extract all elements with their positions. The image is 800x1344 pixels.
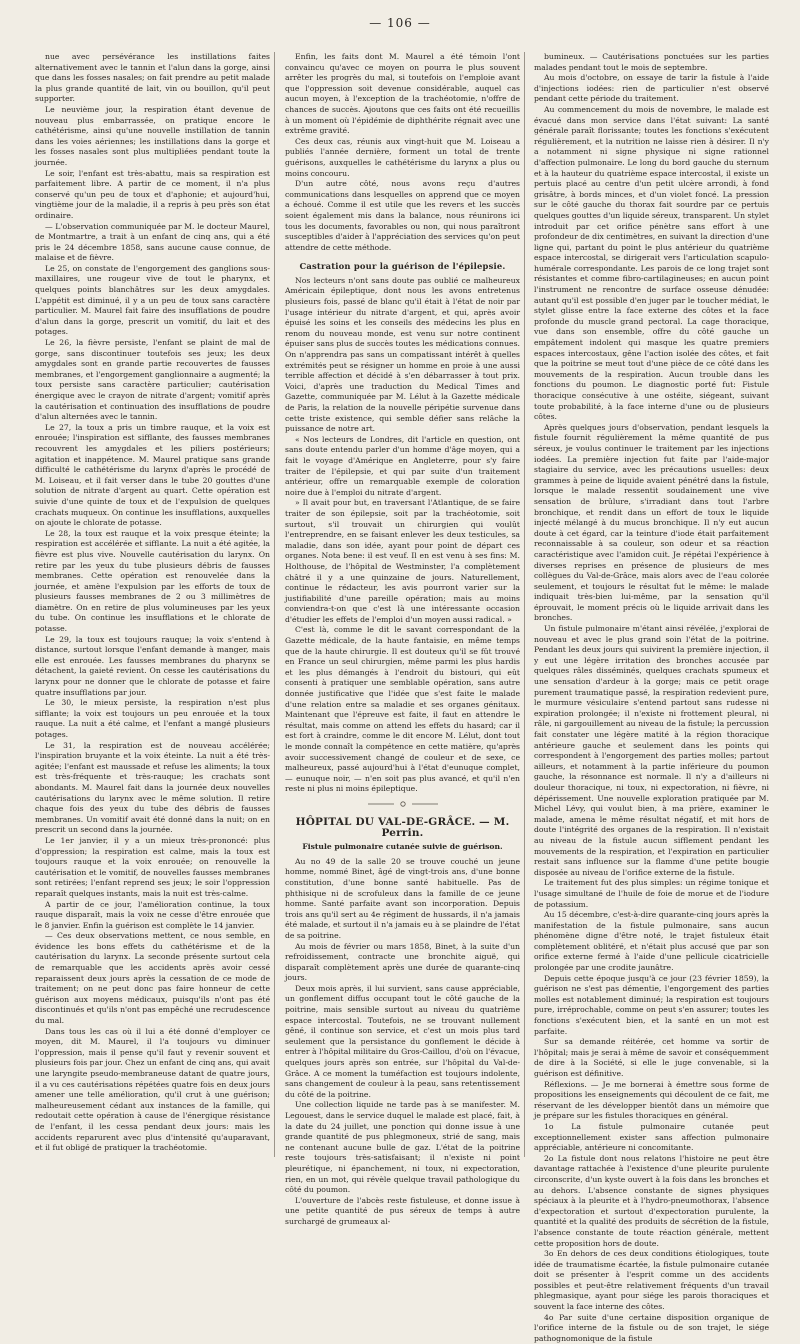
column-1 bbox=[35, 52, 270, 1162]
column-3 bbox=[534, 52, 769, 1343]
paragraph: Deux mois après, il lui survient, sans cause appréciable, un gonflement diffus occupant tout le côté gauche de la poitrine, mais sensible surtout au niveau du quatrième espace intercostal. Toutefois, ne se trouvant nullement gêné, il continue son service, et c'est un mois plus tard seulement que la persistance du gonflement le décide à entrer à l'hôpital militaire du Gros-Caillou, d'où on l'évacue, quelques jours après son entrée, sur l'hôpital du Val-de-Grâce. A ce moment la tuméfaction est toujours indolente, sans changement de couleur à la peau, sans retentissement du côté de la poitrine. bbox=[285, 983, 520, 1099]
paragraph: — Ces deux observations mettent, ce nous semble, en évidence les bons effets du cathétérisme et de la cautérisation du larynx. La seconde présente surtout cela de remarquable que les accidents après avoir cessé reparaissent deux jours après la cessation de ce mode de traitement; on ne peut donc pas faire honneur de cette guérison aux moyens médicaux, puisqu'ils n'ont pas été discontinués et qu'ils n'ont pas empêché une recrudescence du mal. bbox=[35, 931, 270, 1026]
column-rule-2 bbox=[524, 52, 525, 1157]
paragraph: Au mois d'octobre, on essaye de tarir la fistule à l'aide d'injections iodées: rien de particulier n'est observé pendant cette période du traitement. bbox=[534, 73, 769, 104]
paragraph: L'ouverture de l'abcès reste fistuleuse, et donne issue à une petite quantité de pus séreux de temps à autre surchargé de grumeaux al- bbox=[285, 1195, 520, 1226]
paragraph: Après quelques jours d'observation, pendant lesquels la fistule fournit régulièrement la même quantité de pus séreux, je voulus continuer le traitement par les injections iodées. La première injection fut faite par l'aide-major stagiaire du service, avec les précautions usuelles: deux grammes à peine de liquide avaient pénétré dans la fistule, lorsque le malade ressentit soudainement une vive sensation de brûlure, s'irradiant dans tout l'arbre bronchique, et rendit dans un effort de toux le liquide injecté mélangé à du mucus bronchique. Il n'y eut aucun doute à cet égard, car la teinture d'iode était parfaitement reconnaissable à sa couleur, son odeur et sa réaction caractéristique avec l'amidon cuit. Je répétai l'expérience à diverses reprises en présence de plusieurs de mes collègues du Val-de-Grâce, mais alors avec de l'eau colorée seulement, et toujours le résultat fut le même: le malade indiquait très-bien lui-même, par la sensation qu'il éprouvait, le moment précis où le liquide arrivait dans les bronches. bbox=[534, 422, 769, 623]
paragraph: A partir de ce jour, l'amélioration continue, la toux rauque disparaît, mais la voix ne cesse d'être enrouée que le 8 janvier. Enfin la guérison est complète le 14 janvier. bbox=[35, 899, 270, 930]
paragraph: Au commencement du mois de novembre, le malade est évacué dans mon service dans l'état suivant: La santé générale paraît florissante; toutes les fonctions s'exécutent régulièrement, et la nutrition ne laisse rien à désirer. Il n'y a notamment ni signe physique ni signe rationnel d'affection pulmonaire. Le long du bord gauche du sternum et à la hauteur du quatrième espace intercostal, il existe un pertuis placé au centre d'un petit ulcère arrondi, à fond grisâtre, à bords minces, et d'un violet foncé. La pression sur le côté gauche du thorax fait sourdre par ce pertuis quelques gouttes d'un liquide séreux, transparent. Un stylet introduit par cet orifice pénètre sans effort à une profondeur de dix centimètres, en suivant la direction d'une ligne qui, partant du point le plus antérieur du quatrième espace intercostal, se dirigerait vers l'articulation scapulo-humérale correspondante. Les parois de ce long trajet sont résistantes et comme fibro-cartilagineuses; en aucun point l'instrument ne rencontre de surface osseuse dénudée: autant qu'il est possible d'en juger par le toucher médiat, le stylet glisse entre la face externe des côtes et la face profonde du muscle grand pectoral. La cage thoracique, vue dans son ensemble, offre du côté gauche un empâtement indolent qui masque les quatre premiers espaces intercostaux, gêne l'action isolée des côtes, et fait que la poitrine se meut tout d'une pièce de ce côté dans les mouvements de la respiration. Aucun trouble dans les fonctions du poumon. Le diagnostic porté fut: Fistule thoracique consécutive à une ostéite, siégeant, suivant toute probabilité, à la face interne d'une ou de plusieurs côtes. bbox=[534, 104, 769, 422]
paragraph: Au 15 décembre, c'est-à-dire quarante-cinq jours après la manifestation de la fistule pulmonaire, sans aucun phénomène digne d'être noté, le trajet fistuleux était complètement oblitéré, et n'était plus accusé que par son orifice externe fermé à l'aide d'une pellicule cicatricielle prolongée par une crodite jaunâtre. bbox=[534, 910, 769, 973]
paragraph: 4o Par suite d'une certaine disposition organique de l'orifice interne de la fistule ou de son trajet, le siége pathognomonique de la fistule bbox=[534, 1312, 769, 1343]
paragraph: 3o En dehors de ces deux conditions étiologiques, toute idée de traumatisme écartée, la fistule pulmonaire cutanée doit se présenter à l'esprit comme un des accidents possibles et peut-être relativement fréquents d'un travail phlegmasique, ayant pour siége les parois thoraciques et souvent la face interne des côtes. bbox=[534, 1249, 769, 1312]
paragraph: Le 31, la respiration est de nouveau accélérée; l'inspiration bruyante et la voix éteinte. La nuit a été très-agitée; l'enfant est maussade et refuse les aliments; la toux est très-fréquente et très-rauque; les crachats sont abondants. M. Maurel fait dans la journée deux nouvelles cautérisations du larynx avec le même solution. Il retire chaque fois des yeux du tube des débris de fausses membranes. Un vomitif avait été donné dans la nuit; on en prescrit un second dans la journée. bbox=[35, 740, 270, 835]
paragraph: Ces deux cas, réunis aux vingt-huit que M. Loiseau a publiés l'année dernière, forment un total de trente guérisons, auxquelles le cathétérisme du larynx a plus ou moins concouru. bbox=[285, 136, 520, 178]
paragraph: « Nos lecteurs de Londres, dit l'article en question, ont sans doute entendu parler d'un homme d'âge moyen, qui a fait le voyage d'Amérique en Angleterre, pour s'y faire traiter de l'épilepsie, et qui par suite d'un traitement antérieur, offre un remarquable exemple de coloration noire due à l'emploi du nitrate d'argent. bbox=[285, 434, 520, 497]
paragraph: bumineux. — Cautérisations ponctuées sur les parties malades pendant tout le mois de septembre. bbox=[534, 52, 769, 72]
paragraph: Le 26, la fièvre persiste, l'enfant se plaint de mal de gorge, sans discontinuer toutefois ses jeux; les deux amygdales sont en grande partie recouvertes de fausses membranes, et l'engorgement ganglionnaire a augmenté; la toux persiste sans caractère particulier; cautérisation énergique avec le crayon de nitrate d'argent; vomitif après la cautérisation et continuation des insufflations de poudre d'alun alternées avec le tannin. bbox=[35, 338, 270, 422]
paragraph: Le neuvième jour, la respiration étant devenue de nouveau plus embarrassée, on pratique encore le cathétérisme, ainsi qu'une nouvelle instillation de tannin dans les voies aériennes; les instillations dans la gorge et les fosses nasales sont plus multipliées pendant toute la journée. bbox=[35, 104, 270, 167]
paragraph: Le 28, la toux est rauque et la voix presque éteinte; la respiration est accélérée et sifflante. La nuit a été agitée, la fièvre est plus vive. Nouvelle cautérisation du larynx. On retire par les yeux du tube plusieurs débris de fausses membranes. Cette opération est renouvelée dans la journée, et amène l'expulsion par les efforts de toux de plusieurs fausses membranes de 2 ou 3 millimètres de diamètre. On en retire de plus volumineuses par les yeux du tube. On continue les insufflations et le chlorate de potasse. bbox=[35, 528, 270, 634]
paragraph: Une collection liquide ne tarde pas à se manifester. M. Legouest, dans le service duquel le malade est placé, fait, à la date du 24 juillet, une ponction qui donne issue à une grande quantité de pus phlegmoneux, strié de sang, mais ne contenant aucune bulle de gaz. L'état de la poitrine reste toujours très-satisfaisant; il n'existe ni point pleurétique, ni épanchement, ni toux, ni expectoration, rien, en un mot, qui révèle quelque travail pathologique du côté du poumon. bbox=[285, 1100, 520, 1195]
paragraph: Le 30, le mieux persiste, la respiration n'est plus sifflante; la voix est toujours un peu enrouée et la toux rauque. La nuit a été calme, et l'enfant a mangé plusieurs potages. bbox=[35, 698, 270, 739]
paragraph: Depuis cette époque jusqu'à ce jour (23 février 1859), la guérison ne s'est pas démentie, l'engorgement des parties molles est notablement diminué; la respiration est toujours pure, irréprochable, comme on peut s'en assurer; toutes les fonctions s'exécutent bien, et la santé en un mot est parfaite. bbox=[534, 973, 769, 1036]
column-rule-1 bbox=[274, 52, 275, 1157]
paragraph: » Il avait pour but, en traversant l'Atlantique, de se faire traiter de son épilepsie, soit par la trachéotomie, soit surtout, s'il trouvait un chirurgien qui voulût l'entreprendre, en se faisant enlever les deux testicules, sa maladie, dans son idée, ayant pour point de départ ces organes. Nota bene: il est veuf. Il en est venu à ses fins: M. Holthouse, de l'hôpital de Westminster, l'a complètement châtré il y a une quinzaine de jours. Naturellement, continue le rédacteur, les avis pourront varier sur la justifiabilité d'une pareille opération; mais au moins conviendra-t-on que c'est là une intéressante occasion d'étudier les effets de l'emploi d'un moyen aussi radical. » bbox=[285, 498, 520, 624]
paragraph: Enfin, les faits dont M. Maurel a été témoin l'ont convaincu qu'avec ce moyen on pourra le plus souvent arrêter les progrès du mal, si toutefois on l'emploie avant que l'oppression soit devenue considérable, auquel cas aucun moyen, à l'exception de la trachéotomie, n'offre de chances de succès. Ajoutons que ces faits ont été recueillis à un moment où l'épidémie de diphthérite régnait avec une extrême gravité. bbox=[285, 52, 520, 136]
page-number: — 106 — bbox=[369, 16, 431, 30]
paragraph: Un fistule pulmonaire m'étant ainsi révélée, j'explorai de nouveau et avec le plus grand soin l'état de la poitrine. Pendant les deux jours qui suivirent la première injection, il y eut une légère irritation des bronches accusée par quelques râles disséminés, quelques crachats spumeux et une sensation d'ardeur à la gorge; mais ce petit orage purement traumatique passé, la respiration redevient pure, le murmure vésiculaire s'entend partout sans rudesse ni expiration prolongée; il n'existe ni frottement pleural, ni râle, ni gargouillement au niveau de la fistule; la percussion fait constater une légère matité à la région thoracique antérieure gauche et seulement dans les points qui correspondent à l'engorgement des parties molles; partout ailleurs, et notamment à la partie inférieure du poumon gauche, la résonnance est normale. Il n'y a d'ailleurs ni douleur thoracique, ni toux, ni expectoration, ni fièvre, ni dépérissement. Une nouvelle exploration pratiquée par M. Michel Lévy, qui voulut bien, à ma prière, examiner le malade, amena le même résultat négatif, et mit hors de doute l'intégrité des organes de la respiration. Il n'existait au niveau de la fistule aucun sifflement pendant les mouvements de la respiration, et l'expiration en particulier restait sans influence sur la flamme d'une petite bougie disposée au niveau de l'orifice externe de la fistule. bbox=[534, 624, 769, 877]
paragraph: C'est là, comme le dit le savant correspondant de la Gazette médicale, de la haute fantaisie, en même temps que de la haute chirurgie. Il est douteux qu'il se fût trouvé en France un seul chirurgien, même parmi les plus hardis et les plus démangés à l'endroit du bistouri, qui eût consenti à pratiquer une semblable opération, sans autre donnée justificative que l'idée que s'est faite le malade d'une relation entre sa maladie et ses organes génitaux. Maintenant que l'épreuve est faite, il faut en attendre le résultat, mais comme on attend les effets du hasard; car il est fort à craindre, comme le dit encore M. Lélut, dont tout le monde connaît la compétence en cette matière, qu'après avoir successivement changé de couleur et de sexe, ce malheureux, passé aujourd'hui à l'état d'eunuque complet, — eunuque noir, — n'en soit pas plus avancé, et qu'il n'en reste ni plus ni moins épileptique. bbox=[285, 625, 520, 794]
section-subtitle-fistule: Fistule pulmonaire cutanée suivie de guérison. bbox=[302, 842, 503, 852]
paragraph: Au no 49 de la salle 20 se trouve couché un jeune homme, nommé Binet, âgé de vingt-trois ans, d'une bonne constitution, d'une bonne santé habituelle. Pas de phthisique ni de scrofuleux dans la famille de ce jeune homme. Santé parfaite avant son incorporation. Depuis trois ans qu'il sert au 4e régiment de hussards, il n'a jamais été malade, et surtout il n'a jamais eu à se plaindre de l'état de sa poitrine. bbox=[285, 856, 520, 940]
column-2-castration-body bbox=[285, 276, 520, 795]
paragraph: 1o La fistule pulmonaire cutanée peut exceptionnellement exister sans affection pulmonaire appréciable, antérieure ni concomitante. bbox=[534, 1121, 769, 1153]
paragraph: Le soir, l'enfant est très-abattu, mais sa respiration est parfaitement libre. A partir de ce moment, il n'a plus conservé qu'un peu de toux et d'aphonie; et aujourd'hui, vingtième jour de la maladie, il a repris à peu près son état ordinaire. bbox=[35, 168, 270, 220]
column-2-case-body bbox=[285, 857, 520, 1228]
paragraph: Le traitement fut des plus simples: un régime tonique et l'usage simultané de l'huile de foie de morue et de l'iodure de potassium. bbox=[534, 878, 769, 909]
paragraph: 2o La fistule dont nous relatons l'histoire ne peut être davantage rattachée à l'existence d'une pleurite purulente circonscrite, d'un kyste ouvert à la fois dans les bronches et au dehors. L'absence constante de signes physiques spéciaux à la pleurite et à l'hydro-pneumothorax, l'absence d'expectoration et surtout d'expectoration purulente, la quantité et la qualité des produits de sécrétion de la fistule, l'absence constante de toute réaction générale, mettent cette proposition hors de doute. bbox=[534, 1153, 769, 1248]
section-title-castration: Castration pour la guérison de l'épilepsie. bbox=[299, 261, 506, 272]
paragraph: Au mois de février ou mars 1858, Binet, à la suite d'un refroidissement, contracte une bronchite aiguë, qui disparaît complètement après une durée de quarante-cinq jours. bbox=[285, 941, 520, 983]
section-title-hospital: HÔPITAL DU VAL-DE-GRÂCE. — M. Perrin. bbox=[295, 815, 510, 839]
paragraph: nue avec persévérance les instillations faites alternativement avec le tannin et l'alun dans la gorge, ainsi que dans les fosses nasales; on fait prendre au petit malade la plus grande quantité de lait, vin ou bouillon, qu'il peut supporter. bbox=[35, 52, 270, 104]
column-2-intro bbox=[285, 52, 520, 253]
paragraph: Le 27, la toux a pris un timbre rauque, et la voix est enrouée; l'inspiration est sifflante, des fausses membranes recouvrent les amygdales et les piliers postérieurs; agitation et inappétence. M. Maurel pratique sans grande difficulté le cathétérisme du larynx d'après le procédé de M. Loiseau, et il fait verser dans le tube 20 gouttes d'une solution de nitrate d'argent au quart. Cette opération est suivie d'une quinte de toux et de l'expulsion de quelques crachats muqueux. On continue les insufflations, auxquelles on ajoute le chlorate de potasse. bbox=[35, 422, 270, 528]
paragraph: Réflexions. — Je me bornerai à émettre sous forme de propositions les enseignements qui découlent de ce fait, me réservant de les développer bientôt dans un mémoire que je prépare sur les fistules thoraciques en général. bbox=[534, 1079, 769, 1121]
paragraph: Le 1er janvier, il y a un mieux très-prononcé: plus d'oppression; la respiration est calme, mais la toux est toujours rauque et la voix enrouée; on renouvelle la cautérisation et le vomitif, de nouvelles fausses membranes sont retirées; l'enfant reprend ses jeux; le soir l'oppression reparaît quelques instants, mais la nuit est très-calme. bbox=[35, 835, 270, 898]
paragraph: Nos lecteurs n'ont sans doute pas oublié ce malheureux Américain épileptique, dont nous les avons entretenus plusieurs fois, passé de blanc qu'il était à l'état de noir par l'usage intérieur du nitrate d'argent, et qui, après avoir épuisé les soins et les conseils des médecins les plus en renom du nouveau monde, est venu sur notre continent épuiser sans plus de succès toutes les médications connues. On n'apprendra pas sans un compatissant intérêt à quelles extrémités peut se résigner un homme en proie à une aussi terrible affection et décidé à s'en débarrasser à tout prix. Voici, d'après une traduction du Medical Times and Gazette, communiquée par M. Lélut à la Gazette médicale de Paris, la relation de la nouvelle péripétie survenue dans cette triste existence, qui semble défier sans relâche la puissance de notre art. bbox=[285, 275, 520, 434]
paragraph: D'un autre côté, nous avons reçu d'autres communications dans lesquelles on apprend que ce moyen a échoué. Comme il est utile que les revers et les succès soient également mis dans la balance, nous réunirons ici tous les documents, favorables ou non, qui nous paraîtront susceptibles d'aider à l'appréciation des services qu'on peut attendre de cette méthode. bbox=[285, 179, 520, 252]
paragraph: — L'observation communiquée par M. le docteur Maurel, de Montmartre, a trait à un enfant de cinq ans, qui a été pris le 24 décembre 1858, sans aucune cause connue, de malaise et de fièvre. bbox=[35, 221, 270, 263]
ornament-divider-icon bbox=[368, 801, 438, 807]
paragraph: Dans tous les cas où il lui a été donné d'employer ce moyen, dit M. Maurel, il l'a toujours vu diminuer l'oppression, mais il pense qu'il faut y revenir souvent et plusieurs fois par jour. Chez un enfant de cinq ans, qui avait une laryngite pseudo-membraneuse datant de quatre jours, il a vu ces cautérisations répétées quatre fois en deux jours amener une telle amélioration, qu'il crut à une guérison; malheureusement cédant aux instances de la famille, qui redoutait cette opération à cause de l'énergique résistance de l'enfant, il les cessa pendant deux jours: mais les accidents reparurent avec plus d'intensité qu'auparavant, et il fut obligé de pratiquer la trachéotomie. bbox=[35, 1026, 270, 1153]
paragraph: Sur sa demande réitérée, cet homme va sortir de l'hôpital; mais je serai à même de savoir et conséquemment de dire à la Société, si elle le juge convenable, si la guérison est définitive. bbox=[534, 1037, 769, 1078]
paragraph: Le 29, la toux est toujours rauque; la voix s'entend à distance, surtout lorsque l'enfant demande à manger, mais elle est enrouée. Les fausses membranes du pharynx se détachent, la gaieté revient. On cesse les cautérisations du larynx pour ne donner que le chlorate de potasse et faire quatre insufflations par jour. bbox=[35, 634, 270, 697]
column-2 bbox=[285, 52, 520, 1226]
paragraph: Le 25, on constate de l'engorgement des ganglions sous-maxillaires, une rougeur vive de tout le pharynx, et quelques points blanchâtres sur les deux amygdales. L'appétit est diminué, il y a un peu de toux sans caractère particulier. M. Maurel fait faire des insufflations de poudre d'alun dans la gorge, prescrit un vomitif, du lait et des potages. bbox=[35, 263, 270, 337]
